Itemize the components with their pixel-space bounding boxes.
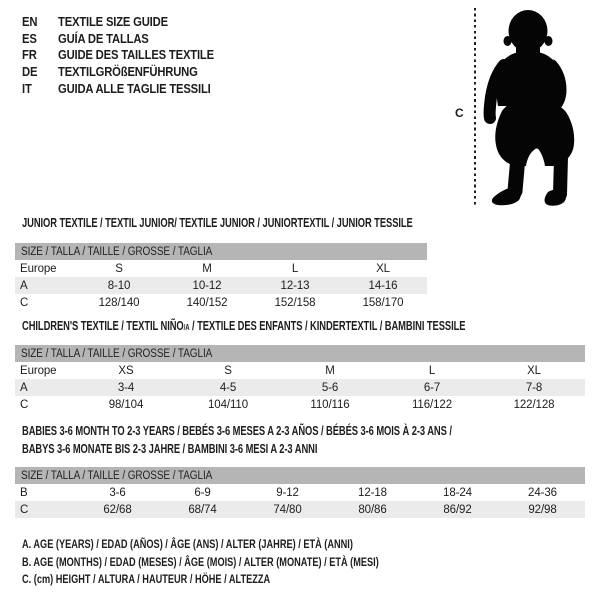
value-cell: 116/122 [411,398,453,411]
value-cell: 14-16 [368,279,398,292]
language-block [22,14,214,97]
table-row [15,294,427,311]
table-row [15,362,585,379]
footnotes-block [22,536,379,589]
language-code: EN [22,15,38,30]
value-cell: 80/86 [358,503,387,516]
row-label-cell: Europe [20,262,57,275]
language-title: TEXTILE SIZE GUIDE [58,15,168,30]
value-cell: 4-5 [219,381,237,394]
size-header-cell [15,243,427,260]
section-title-line: BABYS 3-6 MONATE BIS 2-3 JAHRE / BAMBINI 3-6 MESI A 2-3 ANNI [22,441,318,456]
section-title-line: JUNIOR TEXTILE / TEXTIL JUNIOR/ TEXTILE JUNIOR / JUNIORTEXTIL / JUNIOR TESSILE [22,216,413,230]
footnote: C. (cm) HEIGHT / ALTURA / HAUTEUR / HÖHE / ALTEZZA [22,572,271,587]
language-title: TEXTILGRÖßENFÜHRUNG [58,65,198,80]
language-row [22,64,214,81]
value-cell: 104/110 [207,398,249,411]
title-subscript: /A [183,323,190,332]
table-row [15,260,427,277]
value-cell: 92/98 [528,503,557,516]
table-row [15,277,427,294]
row-label-cell: C [20,503,29,516]
row-label-cell: Europe [20,364,57,377]
value-cell: 12-18 [358,486,387,499]
value-cell: 122/128 [513,398,555,411]
value-cell: 128/140 [98,296,140,309]
value-cell: 8-10 [107,279,131,292]
section-title-line: BABIES 3-6 MONTH TO 2-3 YEARS / BEBÉS 3-6 MESES A 2-3 AÑOS / BÉBÉS 3-6 MOIS À 2-3 ANS / [22,424,452,438]
value-cell: 18-24 [443,486,472,499]
value-cell: 10-12 [192,279,222,292]
table-row [15,379,585,396]
size-header-row [15,345,585,362]
value-cell: M [202,262,212,275]
value-cell: 68/74 [188,503,217,516]
value-cell: 3-4 [117,381,135,394]
language-title: GUIDA ALLE TAGLIE TESSILI [58,81,211,96]
value-cell: 152/158 [274,296,316,309]
language-row [22,14,214,31]
language-code: IT [22,81,32,96]
value-cell: M [325,364,335,377]
table-row [15,396,585,413]
size-header-text: SIZE / TALLA / TAILLE / GRÖSSE / TAGLIA [21,245,213,258]
value-cell: 86/92 [443,503,472,516]
footnote: A. AGE (YEARS) / EDAD (AÑOS) / ÂGE (ANS) / ALTER (JAHRE) / ETÀ (ANNI) [22,537,353,551]
language-row [22,31,214,48]
row-label-cell: A [20,279,28,292]
height-measure-label: C [455,106,464,120]
table-row [15,484,585,501]
babies-size-table [15,467,585,518]
language-title: GUIDE DES TAILLES TEXTILE [58,48,214,63]
value-cell: 3-6 [109,486,126,499]
height-measure-dashed-line [474,8,476,207]
value-cell: S [224,364,232,377]
size-header-cell [15,345,585,362]
value-cell: L [291,262,299,275]
row-label-cell: B [20,486,28,499]
row-label-cell: C [20,398,29,411]
value-cell: 98/104 [108,398,144,411]
value-cell: 62/68 [103,503,132,516]
footnote: B. AGE (MONTHS) / EDAD (MESES) / ÂGE (MOIS) / ALTER (MONATE) / ETÀ (MESI) [22,554,379,569]
language-row [22,47,214,64]
language-code: DE [22,65,38,80]
language-code: ES [22,31,37,46]
size-header-row [15,243,427,260]
size-header-text: SIZE / TALLA / TAILLE / GRÖSSE / TAGLIA [21,347,213,360]
toddler-silhouette-image [482,7,592,209]
row-label-cell: C [20,296,29,309]
language-code: FR [22,48,37,63]
children-size-table [15,345,585,413]
language-row [22,80,214,97]
size-header-cell [15,467,585,484]
value-cell: 158/170 [362,296,404,309]
size-header-row [15,467,585,484]
value-cell: 12-13 [280,279,310,292]
section-title-line [22,318,465,337]
value-cell: 24-36 [528,486,557,499]
junior-section-title [22,215,413,233]
title-text: CHILDREN'S TEXTILE / TEXTIL NIÑO [22,319,184,333]
table-row [15,501,585,518]
value-cell: S [115,262,123,275]
children-section-title [22,318,465,337]
row-label-cell: A [20,381,28,394]
value-cell: XS [118,364,134,377]
value-cell: 6-7 [423,381,441,394]
value-cell: 6-9 [194,486,211,499]
value-cell: 74/80 [273,503,302,516]
value-cell: XL [527,364,541,377]
value-cell: L [428,364,436,377]
value-cell: 9-12 [276,486,299,499]
value-cell: 140/152 [186,296,228,309]
title-text: / TEXTILE DES ENFANTS / KINDERTEXTIL / BAMBINI TESSILE [189,319,466,333]
value-cell: XL [376,262,390,275]
value-cell: 7-8 [525,381,543,394]
size-header-text: SIZE / TALLA / TAILLE / GRÖSSE / TAGLIA [21,469,213,482]
language-title: GUÍA DE TALLAS [58,31,149,46]
value-cell: 5-6 [321,381,339,394]
junior-size-table [15,243,427,311]
babies-section-title [22,423,452,458]
value-cell: 110/116 [310,398,350,411]
